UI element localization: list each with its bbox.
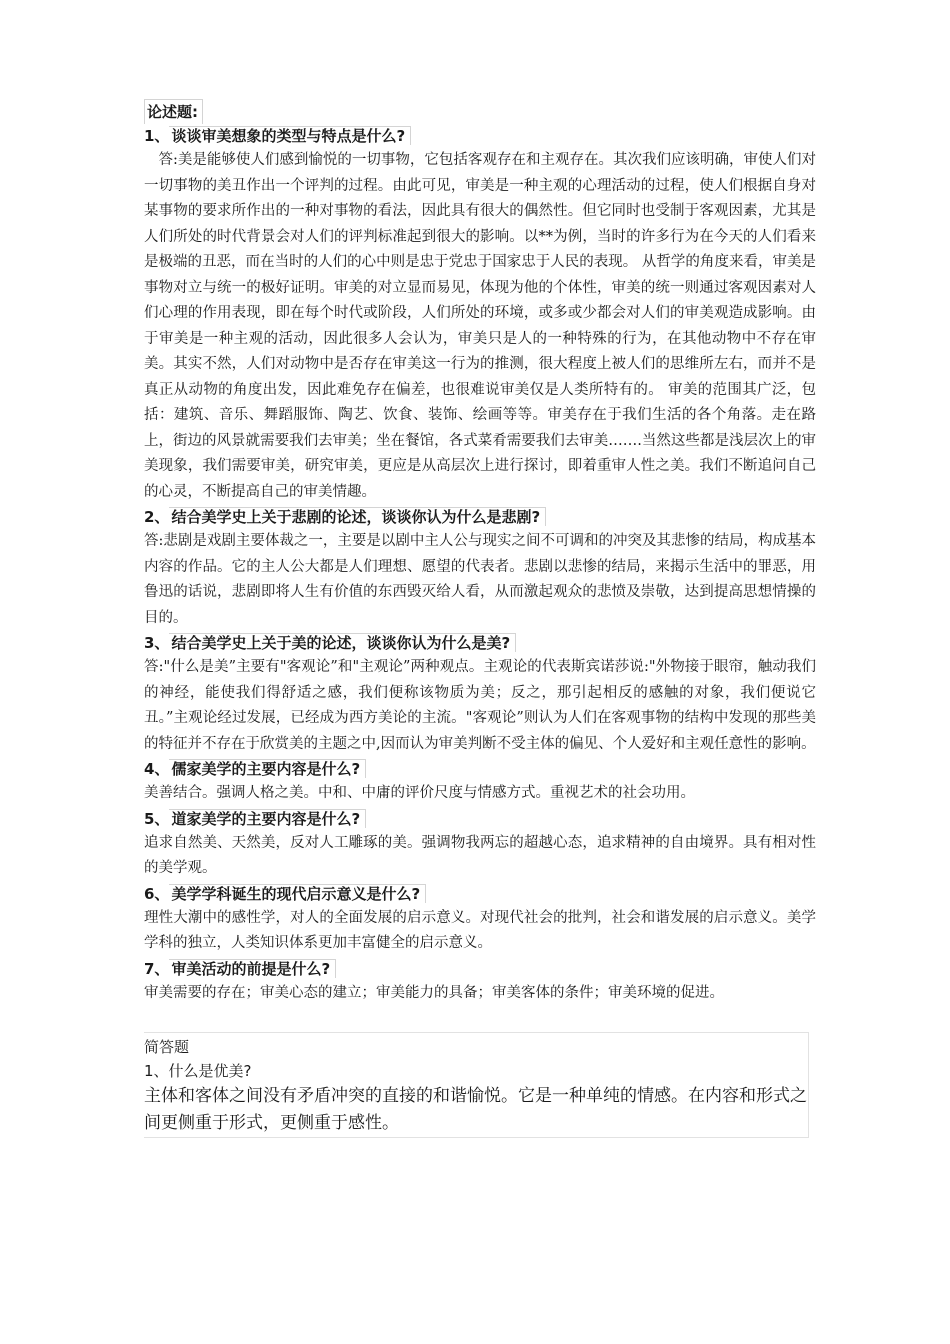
question-heading [144,808,816,831]
answer-text: 答:"什么是美”主要有"客观论”和"主观论”两种观点。主观论的代表斯宾诺莎说:"外物接于眼帘，触动我们的神经，能使我们得舒适之感，我们便称该物质为美；反之，那引起相反的感触的对象，我们便说它丑。”主观论经过发展，已经成为西方美论的主流。"客观论”则认为人们在客观事物的结构中发现的那些美的特征并不存在于欣赏美的主题之中,因而认为审美判断不受主体的偏见、个人爱好和主观任意性的影响。 [144,659,816,752]
question-number: 3、 [144,634,170,652]
essay-item-6 [144,883,816,957]
essay-item-2 [144,506,816,631]
question-heading [144,958,816,981]
short-question: 1、什么是优美? [144,1062,252,1080]
question-number: 5、 [144,809,170,828]
question-heading [144,125,816,148]
essay-item-1 [144,125,816,505]
essay-item-3 [144,632,816,757]
answer-text: 理性大潮中的感性学，对人的全面发展的启示意义。对现代社会的批判，社会和谐发展的启示意义。美学学科的独立，人类知识体系更加丰富健全的启示意义。 [144,909,816,951]
answer-text: 美善结合。强调人格之美。中和、中庸的评价尺度与情感方式。重视艺术的社会功用。 [144,785,695,801]
question-number: 2、 [144,508,170,526]
essay-section-title [144,99,816,124]
question-text: 道家美学的主要内容是什么? [169,809,366,828]
document-body [144,99,816,1138]
question-number: 4、 [144,760,170,778]
essay-section-title-text: 论述题: [144,99,203,124]
question-heading [144,883,816,906]
question-text: 结合美学史上关于悲剧的论述，谈谈你认为什么是悲剧? [169,507,546,526]
answer-text: 答:美是能够使人们感到愉悦的一切事物，它包括客观存在和主观存在。其次我们应该明确，审使人们对一切事物的美丑作出一个评判的过程。由此可见，审美是一种主观的心理活动的过程，使人们根据自身对某事物的要求所作出的一种对事物的看法，因此具有很大的偶然性。但它同时也受制于客观因素，尤其是人们所处的时代背景会对人们的评判标准起到很大的影响。以**为例，当时的许多行为在今天的人们看来是极端的丑恶，而在当时的人们的心中则是忠于党忠于国家忠于人民的表现。 从哲学的角度来看，审美是事物对立与统一的极好证明。审美的对立显而易见，体现为他的个体性，审美的统一则通过客观因素对人们心理的作用表现，即在每个时代或阶段，人们所处的环境，或多或少都会对人们的审美观造成影响。由于审美是一种主观的活动，因此很多人会认为，审美只是人的一种特殊的行为，在其他动物中不存在审美。其实不然，人们对动物中是否存在审美这一行为的推测，很大程度上被人们的思维所左右，而并不是真正从动物的角度出发，因此难免存在偏差，也很难说审美仅是人类所特有的。 审美的范围其广泛，包括：建筑、音乐、舞蹈服饰、陶艺、饮食、装饰、绘画等等。审美存在于我们生活的各个角落。走在路上，街边的风景就需要我们去审美；坐在餐馆，各式菜肴需要我们去审美…….当然这些都是浅层次上的审美现象，我们需要审美，研究审美，更应是从高层次上进行探讨，即着重审人性之美。我们不断追问自己的心灵，不断提高自己的审美情趣。 [144,152,816,500]
answer-text: 追求自然美、天然美，反对人工雕琢的美。强调物我两忘的超越心态，追求精神的自由境界。具有相对性的美学观。 [144,834,816,876]
essay-item-5 [144,808,816,882]
question-text: 谈谈审美想象的类型与特点是什么? [169,126,411,145]
section-spacer [144,1006,816,1032]
question-text: 美学学科诞生的现代启示意义是什么? [169,884,426,903]
question-text: 儒家美学的主要内容是什么? [169,759,366,778]
answer-text: 答:悲剧是戏剧主要体裁之一，主要是以剧中主人公与现实之间不可调和的冲突及其悲惨的结局，构成基本内容的作品。它的主人公大都是人们理想、愿望的代表者。悲剧以悲惨的结局，来揭示生活中的罪恶，用鲁迅的话说，悲剧即将人生有价值的东西毁灭给人看，从而激起观众的悲愤及崇敬，达到提高思想情操的目的。 [144,533,816,626]
question-text: 结合美学史上关于美的论述，谈谈你认为什么是美? [169,633,516,652]
essay-item-7 [144,958,816,1007]
answer-text: 审美需要的存在；审美心态的建立；审美能力的具备；审美客体的条件；审美环境的促进。 [144,984,724,1001]
question-heading [144,506,816,529]
question-heading [144,758,816,781]
short-section-title: 简答题 [144,1038,190,1056]
question-heading [144,632,816,655]
short-answer-text: 主体和客体之间没有矛盾冲突的直接的和谐愉悦。它是一种单纯的情感。在内容和形式之间更侧重于形式，更侧重于感性。 [144,1086,807,1133]
question-text: 审美活动的前提是什么? [169,959,336,978]
question-number: 1、 [144,127,170,145]
question-number: 7、 [144,959,170,978]
essay-item-4 [144,758,816,807]
short-answer-section [144,1032,809,1138]
question-number: 6、 [144,884,170,903]
